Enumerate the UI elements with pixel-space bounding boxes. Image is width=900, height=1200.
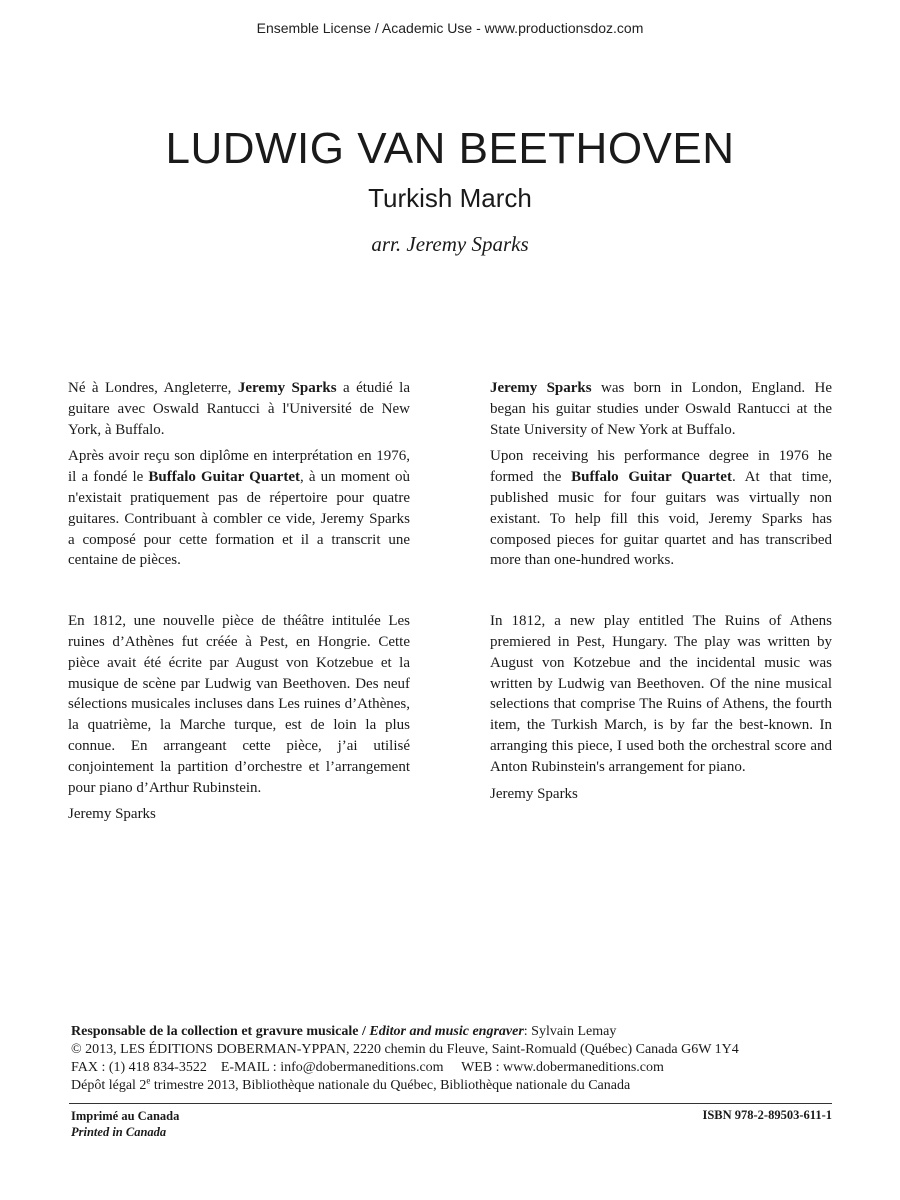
composer-title: LUDWIG VAN BEETHOVEN xyxy=(165,124,735,173)
copyright-line: © 2013, LES ÉDITIONS DOBERMAN-YPPAN, 2220 chemin du Fleuve, Saint-Romuald (Québec) Canada G6W 1Y4 xyxy=(71,1042,739,1057)
french-column xyxy=(68,378,410,831)
french-bio-paragraph-1: Né à Londres, Angleterre, Jeremy Sparks a étudié la guitare avec Oswald Rantucci à l'Université de New York, à Buffalo. xyxy=(68,380,410,438)
publisher-info xyxy=(71,1023,841,1095)
license-banner: Ensemble License / Academic Use - www.productionsdoz.com xyxy=(256,20,644,36)
french-notes-paragraph: En 1812, une nouvelle pièce de théâtre intitulée Les ruines d’Athènes fut créée à Pest, en Hongrie. Cette pièce avait été écrite par August von Kotzebue et la musique de scène par Ludwig van Beethoven. Des neuf sélections musicales incluses dans Les ruines d’Athènes, la quatrième, la Marche turque, est de loin la plus connue. En arrangeant cette pièce, j’ai utilisé conjointement la partition d’orchestre et l’arrangement pour piano d’Arthur Rubinstein. xyxy=(68,613,410,796)
english-bio-paragraph-2: Upon receiving his performance degree in 1976 he formed the Buffalo Guitar Quartet. At that time, published music for four guitars was virtually non existant. To help fill this void, Jeremy Sparks has composed pieces for guitar quartet and has transcribed more than one-hundred works. xyxy=(490,448,832,569)
piece-title: Turkish March xyxy=(368,183,532,213)
english-signature: Jeremy Sparks xyxy=(490,785,578,802)
french-signature: Jeremy Sparks xyxy=(68,806,156,823)
printed-fr: Imprimé au Canada xyxy=(71,1109,180,1123)
printed-en: Printed in Canada xyxy=(71,1125,167,1139)
english-notes-paragraph: In 1812, a new play entitled The Ruins of Athens premiered in Pest, Hungary. The play was written by August von Kotzebue and the incidental music was written by Ludwig van Beethoven. Of the nine musical selections that comprise The Ruins of Athens, the fourth item, the Turkish March, is by far the best-known. In arranging this piece, I used both the orchestral score and Anton Rubinstein's arrangement for piano. xyxy=(490,613,832,775)
isbn: ISBN 978-2-89503-611-1 xyxy=(702,1108,832,1122)
french-bio-paragraph-2: Après avoir reçu son diplôme en interprétation en 1976, il a fondé le Buffalo Guitar Quartet, à un moment où n'existait pratiquement pas de répertoire pour quatre guitares. Contribuant à combler ce vide, Jeremy Sparks a composé pour cette formation et il a transcrit une centaine de pièces. xyxy=(68,448,410,569)
printed-in xyxy=(71,1108,179,1140)
footer-divider xyxy=(69,1103,832,1104)
arranger-credit: arr. Jeremy Sparks xyxy=(371,232,529,256)
english-bio-paragraph-1: Jeremy Sparks was born in London, England. He began his guitar studies under Oswald Rantucci at the State University of New York at Buffalo. xyxy=(490,380,832,438)
legal-deposit-line: Dépôt légal 2e trimestre 2013, Bibliothèque nationale du Québec, Bibliothèque nationale du Canada xyxy=(71,1075,631,1093)
contact-line: FAX : (1) 418 834-3522 E-MAIL : info@dobermaneditions.com WEB : www.dobermaneditions.com xyxy=(71,1060,664,1075)
editor-credit: Responsable de la collection et gravure musicale / Editor and music engraver: Sylvain Lemay xyxy=(71,1024,617,1039)
english-column xyxy=(490,378,832,810)
